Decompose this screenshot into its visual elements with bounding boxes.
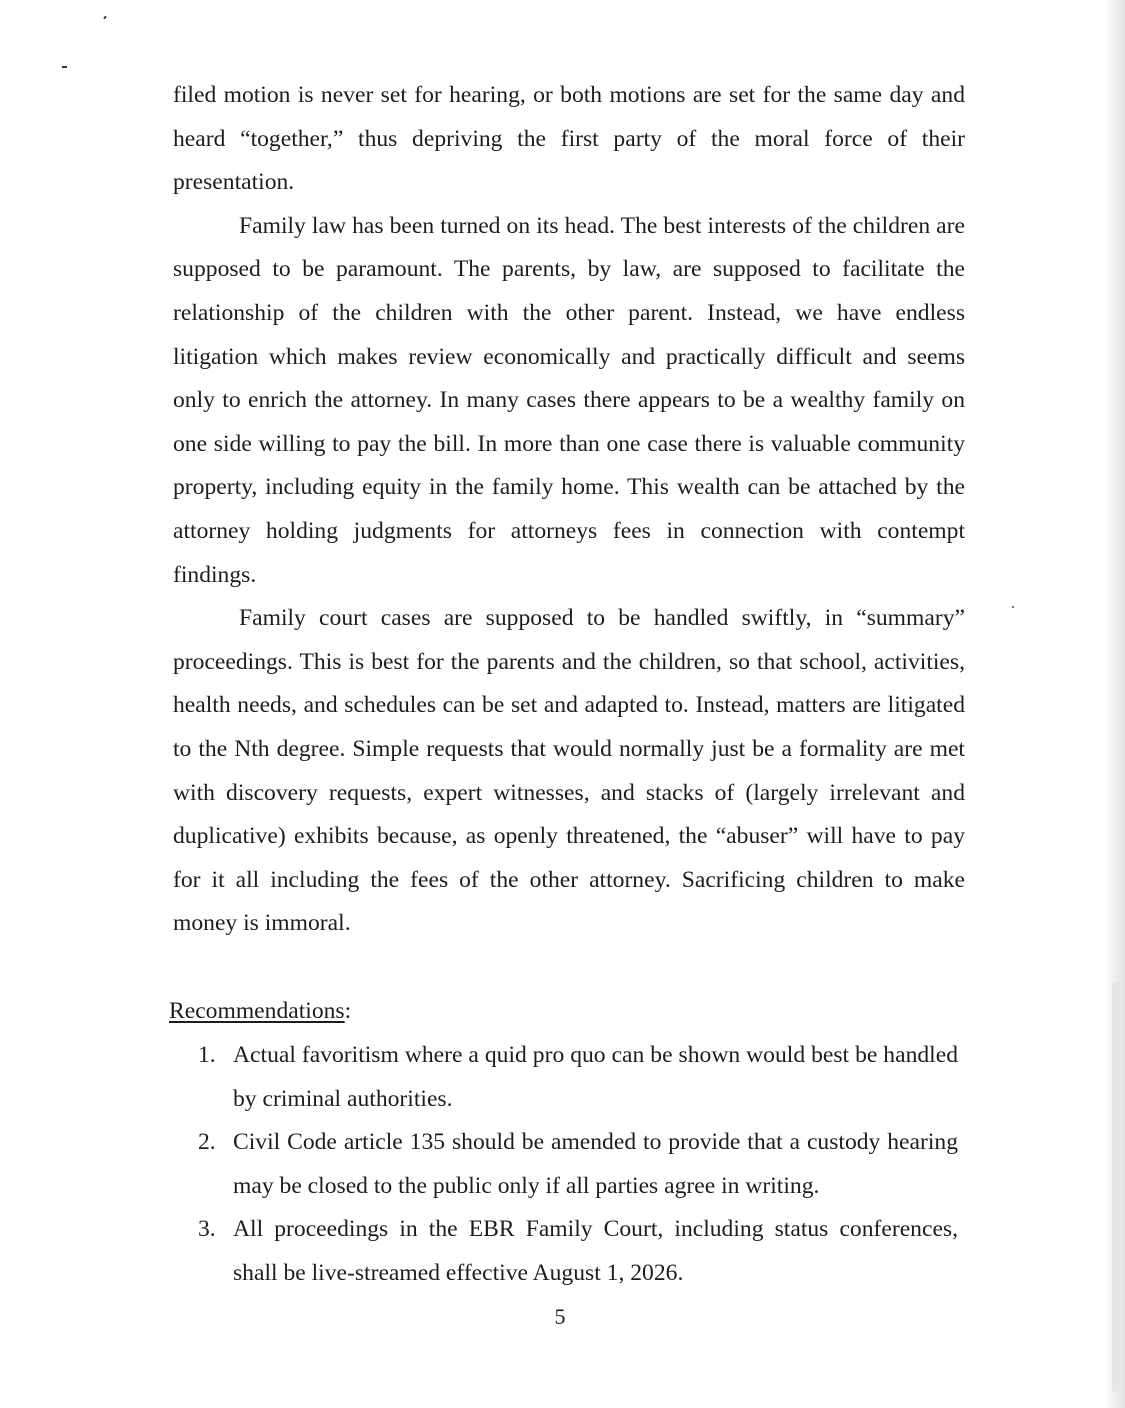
scan-speck [103, 16, 106, 20]
list-item-text: Civil Code article 135 should be amended to provide that a custody hearing may be closed to the public only if all parties agree in writing. [233, 1129, 958, 1199]
paragraph-continuation: filed motion is never set for hearing, or both motions are set for the same day and heard “together,” thus depriving the first party of the moral force of their presentation. [173, 82, 965, 196]
recommendations-heading-label: Recommendations [169, 998, 345, 1024]
list-item [198, 1034, 958, 1121]
list-item-text: Actual favoritism where a quid pro quo can be shown would best be handled by criminal authorities. [233, 1042, 958, 1112]
list-item-text: All proceedings in the EBR Family Court, including status conferences, shall be live-streamed effective August 1, 2026. [233, 1216, 958, 1286]
recommendations-heading [169, 990, 351, 1034]
paragraph-family-law: Family law has been turned on its head. The best interests of the children are supposed to be paramount. The parents, by law, are supposed to facilitate the relationship of the children with the other parent. Instead, we have endless litigation which makes review economically and practically difficult and seems only to enrich the attorney. In many cases there appears to be a wealthy family on one side willing to pay the bill. In more than one case there is valuable community property, including equity in the family home. This wealth can be attached by the attorney holding judgments for attorneys fees in connection with contempt findings. [173, 212, 965, 588]
document-body [173, 74, 965, 946]
list-item-number: 3. [198, 1216, 216, 1243]
list-item [198, 1208, 958, 1295]
list-item-number: 2. [198, 1129, 216, 1156]
recommendations-list [198, 1034, 958, 1296]
scan-speck [1012, 606, 1014, 608]
list-item [198, 1121, 958, 1208]
recommendations-heading-colon: : [344, 998, 352, 1024]
paragraph-family-court: Family court cases are supposed to be handled swiftly, in “summary” proceedings. This is best for the parents and the children, so that school, activities, health needs, and schedules can be set and adapted to. Instead, matters are litigated to the Nth degree. Simple requests that would normally just be a formality are met with discovery requests, expert witnesses, and stacks of (largely irrelevant and duplicative) exhibits because, as openly threatened, the “abuser” will have to pay for it all including the fees of the other attorney. Sacrificing children to make money is immoral. [173, 605, 965, 937]
scan-speck [62, 66, 67, 68]
scrollbar-thumb[interactable] [1112, 982, 1120, 1392]
page-number: 5 [554, 1304, 566, 1329]
list-item-number: 1. [198, 1042, 216, 1068]
